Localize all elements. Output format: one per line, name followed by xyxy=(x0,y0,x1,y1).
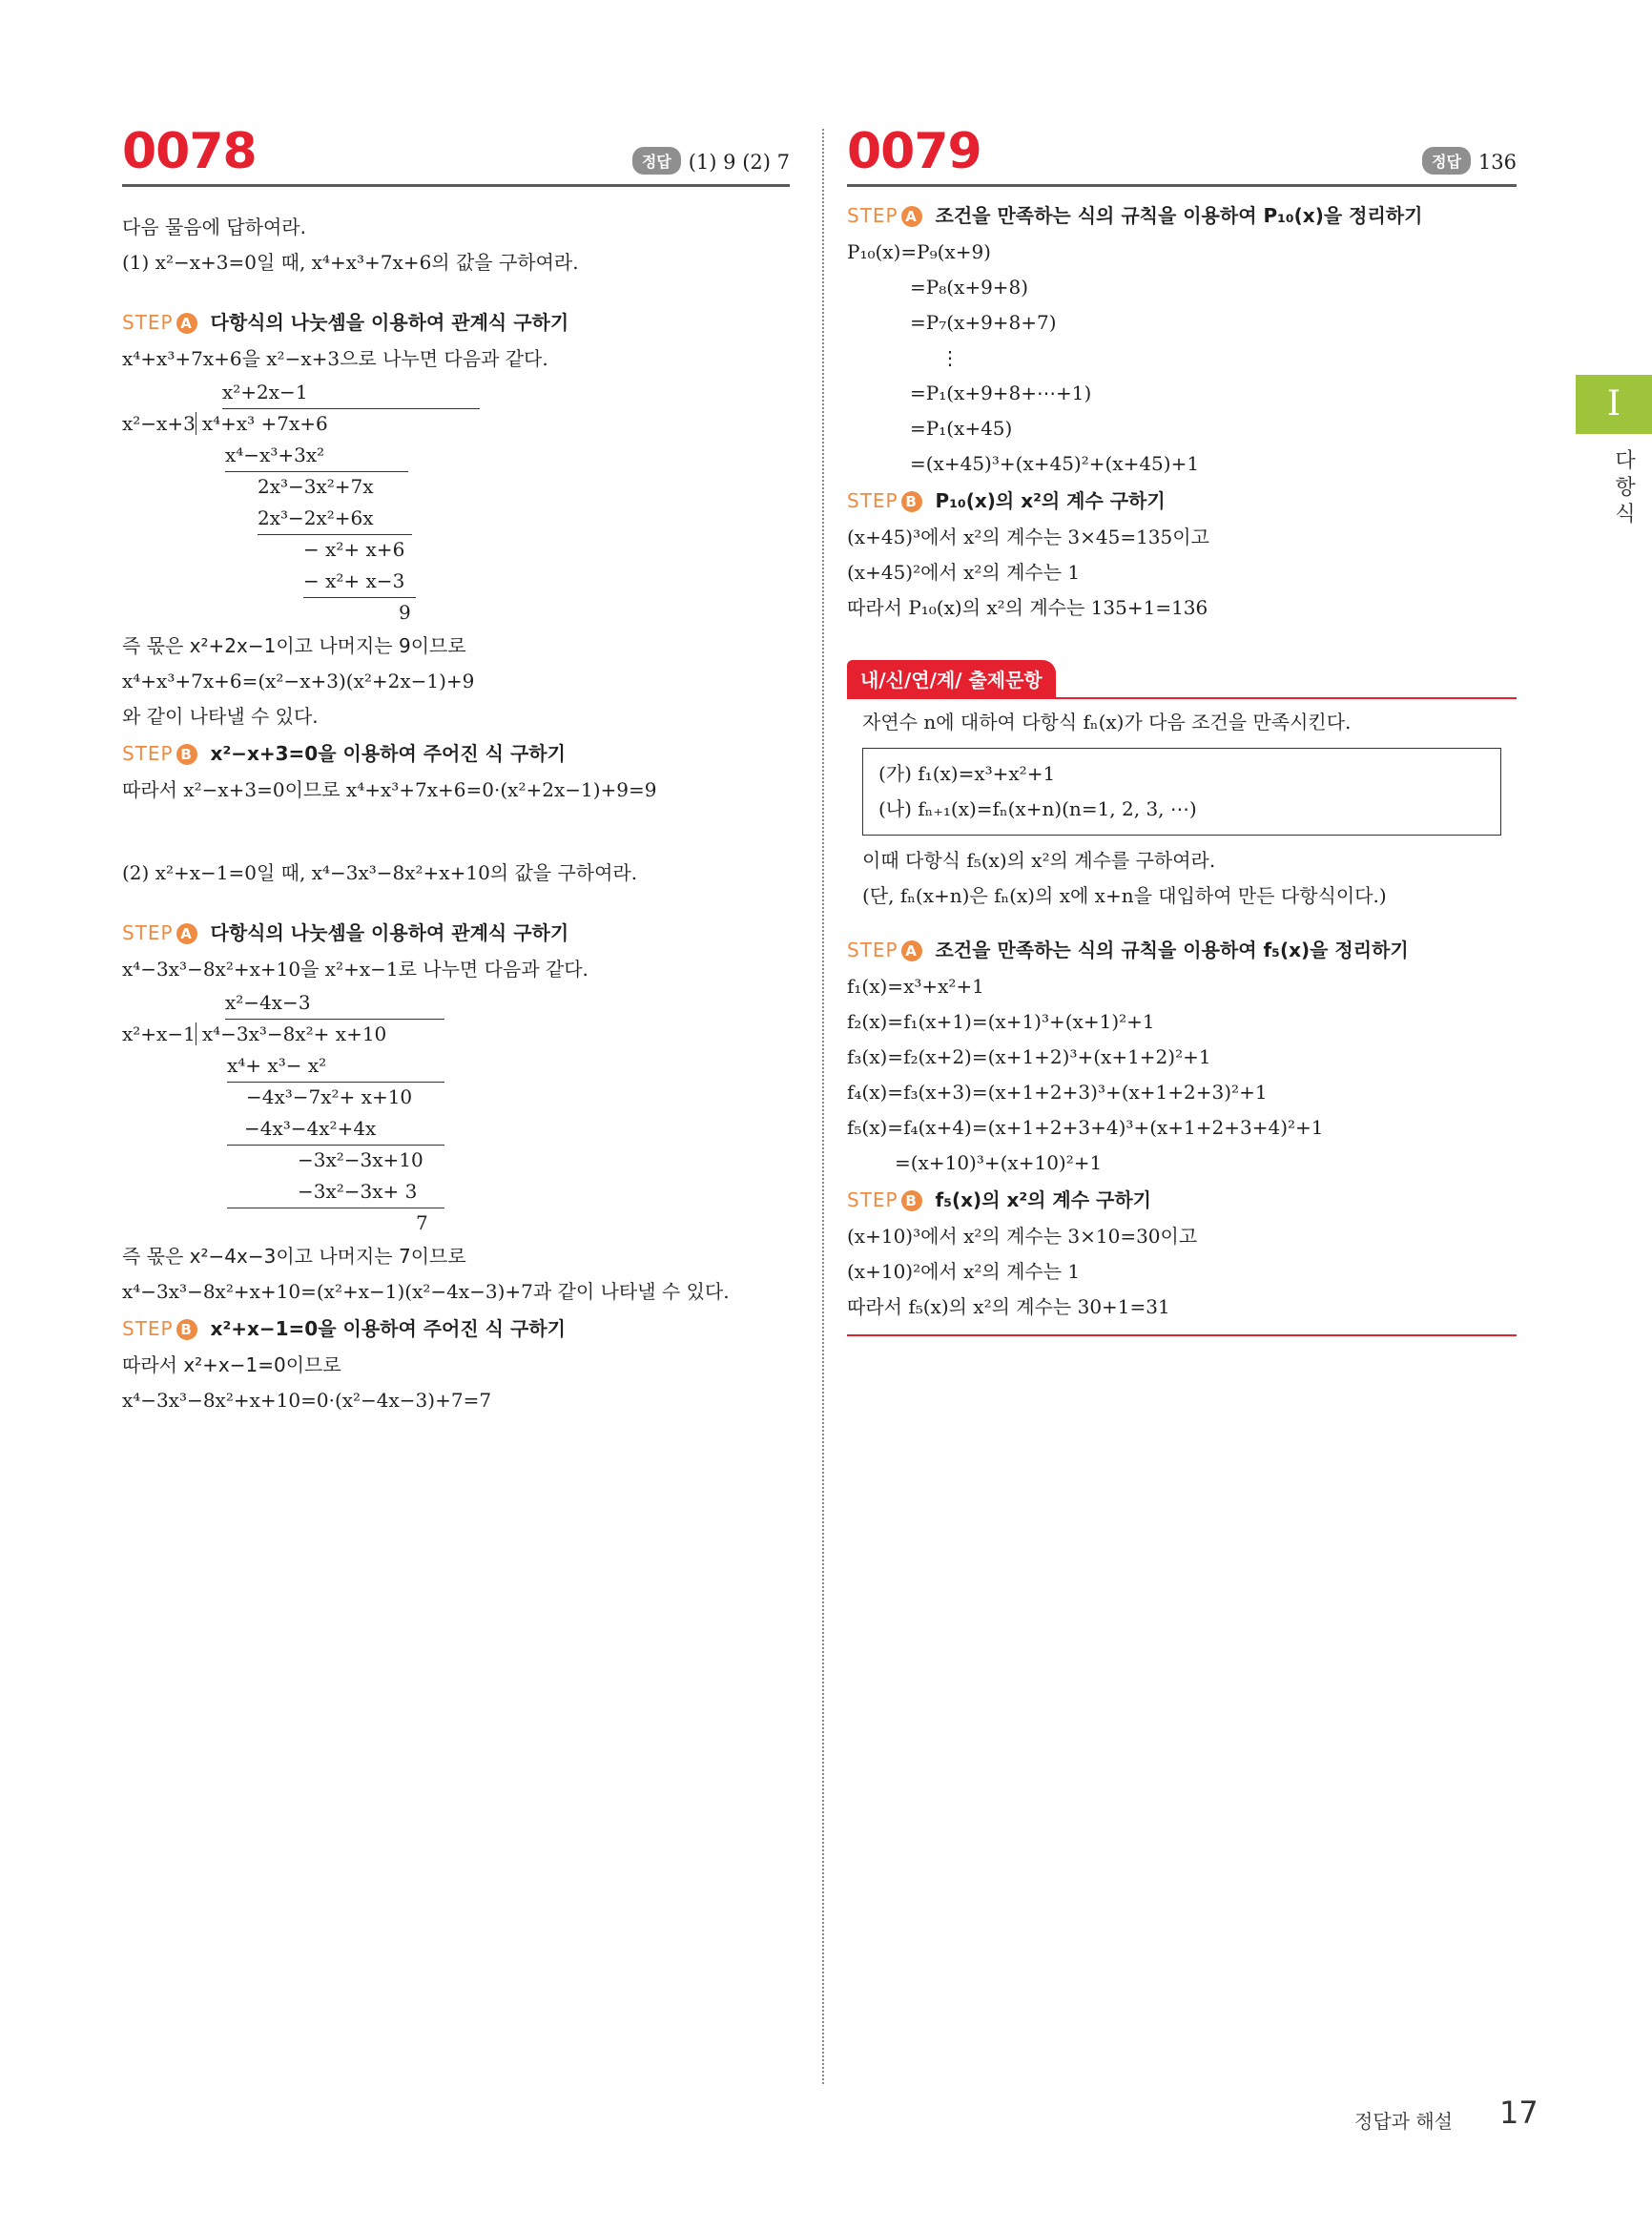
step-b-heading: STEP B P₁₀(x)의 x²의 계수 구하기 xyxy=(847,489,1166,512)
answer-value: (1) 9 (2) 7 xyxy=(688,151,790,174)
coef-line: 따라서 P₁₀(x)의 x²의 계수는 135+1=136 xyxy=(847,596,1208,619)
condition-2: (나) fₙ₊₁(x)=fₙ(x+n)(n=1, 2, 3, ⋯) xyxy=(878,797,1197,820)
step-2b-text: 따라서 x²+x−1=0이므로 xyxy=(122,1353,341,1376)
chapter-label: 다 항 식 xyxy=(1615,449,1636,527)
division-row: 2x³−2x²+6x xyxy=(258,503,412,535)
quotient: x²−4x−3 xyxy=(225,987,444,1020)
step-2a-heading: STEP A 다항식의 나눗셈을 이용하여 관계식 구하기 xyxy=(122,921,569,944)
answer-area xyxy=(1422,147,1517,175)
long-division-2 xyxy=(122,987,790,1239)
result-text: 즉 몫은 x²−4x−3이고 나머지는 7이므로 xyxy=(122,1245,466,1268)
division-row: −3x²−3x+ 3 xyxy=(227,1176,444,1208)
f-line: f₄(x)=f₃(x+3)=(x+1+2+3)³+(x+1+2+3)²+1 xyxy=(847,1081,1268,1104)
step-tag: STEP A xyxy=(122,921,197,944)
result-identity: x⁴+x³+7x+6=(x²−x+3)(x²+2x−1)+9 xyxy=(122,670,475,692)
remainder: 9 xyxy=(399,601,411,624)
step-tag: STEP B xyxy=(122,742,197,765)
problem-header-0079 xyxy=(847,119,1517,187)
coef-line: (x+45)²에서 x²의 계수는 1 xyxy=(847,561,1081,584)
derivation-line: =(x+45)³+(x+45)²+(x+45)+1 xyxy=(910,452,1200,475)
division-row: x⁴+ x³− x² xyxy=(227,1050,444,1083)
divisor: x²+x−1 xyxy=(122,1022,196,1045)
step-tag: STEP B xyxy=(122,1317,197,1340)
page-number: 17 xyxy=(1499,2095,1538,2131)
result-text: 즉 몫은 x²+2x−1이고 나머지는 9이므로 xyxy=(122,634,466,657)
column-divider xyxy=(822,129,824,2084)
chapter-tab: I xyxy=(1576,375,1652,434)
f-line: f₅(x)=f₄(x+4)=(x+1+2+3+4)³+(x+1+2+3+4)²+1 xyxy=(847,1116,1324,1139)
step-tag: STEP B xyxy=(847,1188,922,1211)
coef-line: (x+45)³에서 x²의 계수는 3×45=135이고 xyxy=(847,526,1209,548)
division-row: −4x³−4x²+4x xyxy=(227,1113,444,1146)
related-problem-question: 이때 다항식 f₅(x)의 x²의 계수를 구하여라. xyxy=(862,849,1216,872)
answer-badge: 정답 xyxy=(1422,147,1471,175)
f-line: f₁(x)=x³+x²+1 xyxy=(847,975,984,998)
dividend: x⁴+x³ +7x+6 xyxy=(196,412,328,435)
problem-header-0078 xyxy=(122,119,790,187)
remainder: 7 xyxy=(416,1211,428,1234)
result-identity: x⁴−3x³−8x²+x+10=(x²+x−1)(x²−4x−3)+7과 같이 나타낼 수 있다. xyxy=(122,1280,730,1303)
f-line: f₃(x)=f₂(x+2)=(x+1+2)³+(x+1+2)²+1 xyxy=(847,1045,1211,1068)
step-tag: STEP A xyxy=(847,939,922,961)
derivation-line: =P₇(x+9+8+7) xyxy=(910,311,1057,334)
derivation-line: =P₁(x+9+8+⋯+1) xyxy=(910,382,1092,404)
coef-line: (x+10)³에서 x²의 계수는 3×10=30이고 xyxy=(847,1225,1198,1248)
step-tag: STEP B xyxy=(847,489,922,512)
step-1b-text: 따라서 x²−x+3=0이므로 x⁴+x³+7x+6=0·(x²+2x−1)+9=9 xyxy=(122,778,657,801)
division-row: −3x²−3x+10 xyxy=(298,1148,423,1171)
f-line: =(x+10)³+(x+10)²+1 xyxy=(895,1151,1103,1174)
division-row: x⁴−x³+3x² xyxy=(225,440,408,472)
step-a-heading: STEP A 조건을 만족하는 식의 규칙을 이용하여 P₁₀(x)을 정리하기 xyxy=(847,204,1423,227)
problem-number: 0078 xyxy=(122,123,257,180)
quotient: x²+2x−1 xyxy=(222,377,480,409)
footer-label: 정답과 해설 xyxy=(1354,2110,1453,2133)
step-2b-heading: STEP B x²+x−1=0을 이용하여 주어진 식 구하기 xyxy=(122,1317,566,1340)
related-problem-header xyxy=(847,660,1517,699)
derivation-line: =P₈(x+9+8) xyxy=(910,276,1029,299)
answer-badge: 정답 xyxy=(632,147,681,175)
step-2b-result: x⁴−3x³−8x²+x+10=0·(x²−4x−3)+7=7 xyxy=(122,1389,492,1412)
answer-value: 136 xyxy=(1477,151,1517,174)
intro-text: 다음 물음에 답하여라. xyxy=(122,216,306,238)
step-tag: STEP A xyxy=(847,204,922,227)
derivation-line: P₁₀(x)=P₉(x+9) xyxy=(847,240,991,263)
question-2: (2) x²+x−1=0일 때, x⁴−3x³−8x²+x+10의 값을 구하여라. xyxy=(122,861,638,884)
step-1a-text: x⁴+x³+7x+6을 x²−x+3으로 나누면 다음과 같다. xyxy=(122,347,548,370)
related-problem-end-rule xyxy=(847,1325,1517,1336)
f-line: f₂(x)=f₁(x+1)=(x+1)³+(x+1)²+1 xyxy=(847,1010,1155,1033)
step-tag: STEP A xyxy=(122,311,197,334)
related-problem-note: (단, fₙ(x+n)은 fₙ(x)의 x에 x+n을 대입하여 만든 다항식이다.) xyxy=(862,884,1387,907)
step-1a-heading: STEP A 다항식의 나눗셈을 이용하여 관계식 구하기 xyxy=(122,311,569,334)
coef-line: 따라서 f₅(x)의 x²의 계수는 30+1=31 xyxy=(847,1295,1170,1318)
question-1: (1) x²−x+3=0일 때, x⁴+x³+7x+6의 값을 구하여라. xyxy=(122,251,579,274)
condition-1: (가) f₁(x)=x³+x²+1 xyxy=(878,762,1056,785)
derivation-ellipsis: ⋮ xyxy=(940,346,960,369)
long-division-1 xyxy=(122,377,790,629)
step-2a-text: x⁴−3x³−8x²+x+10을 x²+x−1로 나누면 다음과 같다. xyxy=(122,958,589,981)
related-problem-intro: 자연수 n에 대하여 다항식 fₙ(x)가 다음 조건을 만족시킨다. xyxy=(862,711,1352,733)
division-row: −4x³−7x²+ x+10 xyxy=(246,1085,413,1108)
related-step-b-heading: STEP B f₅(x)의 x²의 계수 구하기 xyxy=(847,1188,1151,1211)
result-text: 와 같이 나타낼 수 있다. xyxy=(122,705,319,728)
right-column xyxy=(847,119,1517,1336)
dividend: x⁴−3x³−8x²+ x+10 xyxy=(196,1022,386,1045)
left-column xyxy=(122,119,790,1418)
divisor: x²−x+3 xyxy=(122,412,196,435)
derivation-line: =P₁(x+45) xyxy=(910,417,1013,440)
division-row: 2x³−3x²+7x xyxy=(258,475,374,498)
related-problem-tag: 내/신/연/계/ 출제문항 xyxy=(847,660,1056,697)
step-1b-heading: STEP B x²−x+3=0을 이용하여 주어진 식 구하기 xyxy=(122,742,566,765)
division-row: − x²+ x+6 xyxy=(303,538,405,561)
problem-number: 0079 xyxy=(847,123,981,180)
division-row: − x²+ x−3 xyxy=(303,566,416,598)
coef-line: (x+10)²에서 x²의 계수는 1 xyxy=(847,1260,1081,1283)
related-step-a-heading: STEP A 조건을 만족하는 식의 규칙을 이용하여 f₅(x)을 정리하기 xyxy=(847,939,1409,961)
condition-box xyxy=(862,748,1501,836)
answer-area xyxy=(632,147,790,175)
